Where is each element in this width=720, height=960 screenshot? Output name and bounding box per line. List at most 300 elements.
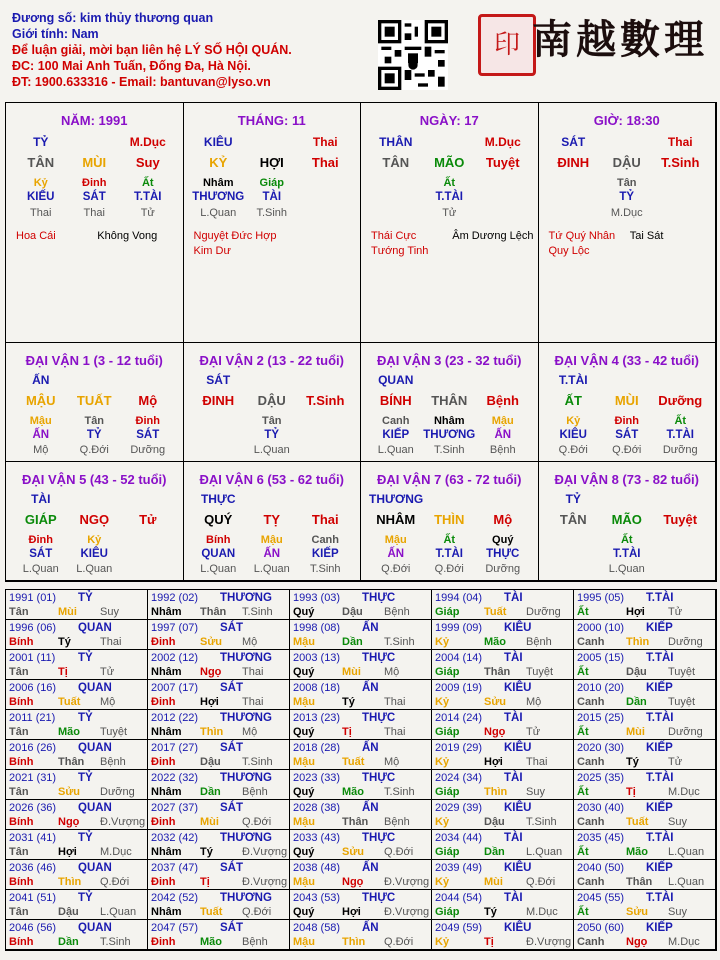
year-cell: [290, 710, 432, 740]
year-phase: T.Sinh: [384, 786, 415, 798]
year-branch: Hợi: [626, 606, 645, 618]
pillar-r5-2: [476, 207, 530, 219]
year-star: KIẾP: [646, 622, 673, 634]
pillar-r3-1: Giáp: [259, 177, 284, 189]
dai-van-r5-1: L.Quan: [608, 563, 645, 575]
year-cell: [432, 800, 574, 830]
dai-van-r3-2: Ất: [674, 415, 687, 427]
pillar-extra-1: [277, 229, 356, 259]
year-cell: [148, 860, 290, 890]
pillar-r5-0: [369, 207, 423, 219]
dai-van-r4-2: KIẾP: [311, 548, 339, 560]
dai-van-r1-2: [121, 492, 175, 506]
year-label: 1997 (07): [151, 622, 199, 634]
pillar-r1-2: Thai: [312, 135, 338, 149]
dai-van-r2-2: Tử: [139, 512, 157, 527]
year-phase: Bệnh: [526, 636, 552, 648]
dai-van-r2-0: QUÝ: [204, 512, 233, 527]
dai-van-r1-2: [654, 373, 708, 387]
qr-code-icon[interactable]: [378, 20, 448, 90]
year-branch: Thân: [626, 876, 653, 888]
year-star: ẤN: [362, 802, 379, 814]
year-star: TÀI: [504, 592, 523, 604]
dai-van-4: [539, 343, 717, 462]
year-label: 2025 (35): [577, 772, 625, 784]
pillar-r4-0: THƯƠNG: [192, 191, 245, 203]
year-stem: Tân: [9, 726, 29, 738]
dai-van-r3-0: Đinh: [28, 534, 53, 546]
dai-van-r2-2: T.Sinh: [306, 393, 345, 408]
dai-van-r2-2: Bệnh: [486, 393, 519, 408]
dai-van-r2-1: TUẤT: [76, 393, 112, 408]
dai-van-r2-1: MÃO: [611, 512, 642, 527]
dai-van-r2-0: ẤT: [564, 393, 582, 408]
dai-van-r2-1: NGỌ: [79, 512, 110, 527]
pillar-2: [184, 103, 362, 343]
year-cell: [432, 590, 574, 620]
year-label: 2004 (14): [435, 652, 483, 664]
pillar-r4-2: T.TÀI: [134, 191, 162, 203]
year-branch: Tý: [626, 756, 639, 768]
year-label: 2003 (13): [293, 652, 341, 664]
year-phase: Dưỡng: [526, 606, 561, 618]
year-cell: [290, 800, 432, 830]
year-branch: Tý: [58, 636, 71, 648]
year-cell: [432, 890, 574, 920]
year-stem: Giáp: [435, 666, 460, 678]
pillar-3: [361, 103, 539, 343]
year-branch: Ngọ: [58, 816, 80, 828]
year-stem: Bính: [9, 636, 34, 648]
year-star: THƯƠNG: [220, 772, 272, 784]
year-branch: Tuất: [484, 606, 507, 618]
year-stem: Kỷ: [435, 696, 450, 708]
dai-van-r5-0: [547, 563, 601, 575]
year-phase: Suy: [100, 606, 119, 618]
year-cell: [6, 680, 148, 710]
year-label: 1995 (05): [577, 592, 625, 604]
year-star: THỰC: [362, 832, 396, 844]
year-cell: [148, 590, 290, 620]
year-phase: Bệnh: [384, 606, 410, 618]
pillar-r1-2: M.Dục: [484, 135, 521, 149]
year-branch: Mão: [342, 786, 364, 798]
year-branch: Hợi: [484, 756, 503, 768]
year-label: 2029 (39): [435, 802, 483, 814]
year-label: 2034 (44): [435, 832, 483, 844]
year-star: THỰC: [362, 772, 396, 784]
pillar-r2-2: Tuyệt: [485, 155, 520, 170]
year-stem: Canh: [577, 876, 605, 888]
dai-van-r2-1: MÙI: [614, 393, 639, 408]
year-branch: Ngọ: [200, 666, 222, 678]
year-stem: Nhâm: [151, 906, 182, 918]
year-label: 2015 (25): [577, 712, 625, 724]
pillar-extra-1: Âm Dương Lệch: [452, 230, 534, 242]
pillar-r4-1: TÀI: [262, 191, 282, 203]
dai-van-r5-1: L.Quan: [253, 444, 290, 456]
year-phase: Mộ: [242, 636, 258, 648]
year-stem: Giáp: [435, 906, 460, 918]
dai-van-r4-2: [121, 548, 175, 560]
year-stem: Canh: [577, 756, 605, 768]
logo-calligraphy: 南越數理: [532, 16, 708, 63]
year-cell: [148, 710, 290, 740]
year-branch: Sửu: [484, 696, 507, 708]
owner-line: Đương số: kim thủy thương quan: [12, 11, 214, 25]
dai-van-r1-1: [68, 492, 122, 506]
dai-van-r5-0: Q.Đới: [558, 444, 588, 456]
year-branch: Tý: [200, 846, 213, 858]
year-phase: Mộ: [384, 666, 400, 678]
year-stem: Tân: [9, 666, 29, 678]
dai-van-r1-1: [68, 373, 122, 387]
year-stem: Bính: [9, 816, 34, 828]
year-cell: [432, 770, 574, 800]
chart-grid: [5, 102, 717, 582]
year-star: TỶ: [78, 832, 93, 844]
pillar-extra-0: Thái Cực Tướng Tinh: [371, 230, 429, 257]
year-star: ẤN: [362, 622, 379, 634]
dai-van-r5-1: T.Sinh: [433, 444, 465, 456]
pillar-r2-1: HỢI: [259, 155, 284, 170]
pillar-r4-2: [654, 191, 708, 203]
year-cell: [290, 740, 432, 770]
year-stem: Bính: [9, 936, 34, 948]
year-stem: Quý: [293, 786, 315, 798]
dai-van-r4-0: KIÊU: [559, 429, 587, 441]
pillar-r2-2: Thai: [311, 155, 339, 170]
pillar-r1-1: [68, 135, 122, 149]
year-label: 2031 (41): [9, 832, 57, 844]
dai-van-r1-1: [423, 373, 477, 387]
dai-van-r1-0: THƯƠNG: [369, 492, 424, 506]
year-stem: Quý: [293, 666, 315, 678]
year-cell: [574, 620, 716, 650]
year-phase: Đ.Vượng: [242, 876, 288, 888]
dai-van-r4-0: SÁT: [29, 548, 53, 560]
year-stem: Quý: [293, 726, 315, 738]
pillar-r2-0: KỶ: [209, 155, 228, 170]
year-star: T.TÀI: [646, 652, 674, 664]
pillar-r5-1: Thai: [83, 207, 105, 219]
pillar-r5-0: [547, 207, 601, 219]
dai-van-r1-1: [245, 373, 299, 387]
dai-van-r5-1: Q.Đới: [612, 444, 642, 456]
year-stem: Giáp: [435, 846, 460, 858]
year-star: ẤN: [362, 862, 379, 874]
dai-van-r4-2: [654, 548, 708, 560]
year-phase: M.Dục: [526, 906, 558, 918]
dai-van-r5-2: T.Sinh: [309, 563, 341, 575]
dai-van-3: [361, 343, 539, 462]
dai-van-r2-1: DẬU: [257, 393, 286, 408]
year-label: 2033 (43): [293, 832, 341, 844]
pillar-r3-2: [654, 177, 708, 189]
year-branch: Mùi: [200, 816, 219, 828]
year-star: TỶ: [78, 712, 93, 724]
year-branch: Thìn: [342, 936, 366, 948]
pillar-r4-0: [369, 191, 423, 203]
pillar-r4-1: SÁT: [82, 191, 106, 203]
year-star: SÁT: [220, 922, 243, 934]
dai-van-r3-0: [192, 415, 246, 427]
dai-van-r4-1: TỶ: [264, 429, 280, 441]
yearly-table: [5, 589, 717, 951]
dai-van-r4-1: THƯƠNG: [423, 429, 476, 441]
year-stem: Quý: [293, 906, 315, 918]
year-star: THƯƠNG: [220, 832, 272, 844]
pillar-r5-1: M.Dục: [610, 207, 643, 219]
pillar-r3-0: Kỷ: [33, 177, 48, 189]
year-stem: Đinh: [151, 876, 176, 888]
year-star: KIẾP: [646, 922, 673, 934]
year-cell: [290, 620, 432, 650]
pillar-r4-1: T.TÀI: [435, 191, 463, 203]
year-phase: Tuyệt: [100, 726, 128, 738]
dai-van-r4-1: TỶ: [86, 429, 102, 441]
year-phase: Bệnh: [384, 816, 410, 828]
year-star: KIÊU: [504, 742, 532, 754]
year-stem: Kỷ: [435, 876, 450, 888]
year-cell: [148, 620, 290, 650]
year-branch: Tị: [58, 666, 68, 678]
year-label: 2050 (60): [577, 922, 625, 934]
year-label: 2041 (51): [9, 892, 57, 904]
year-label: 2013 (23): [293, 712, 341, 724]
dai-van-r5-2: [121, 563, 175, 575]
pillar-extra-1: Không Vong: [97, 230, 158, 242]
year-cell: [432, 680, 574, 710]
year-cell: [432, 920, 574, 950]
year-label: 2008 (18): [293, 682, 341, 694]
year-branch: Ngọ: [484, 726, 506, 738]
year-branch: Tuất: [200, 906, 223, 918]
year-star: TÀI: [504, 832, 523, 844]
year-branch: Hợi: [200, 696, 219, 708]
dai-van-r4-2: [299, 429, 353, 441]
pillar-r4-0: KIẾU: [27, 191, 55, 203]
pillar-extra-0: Nguyệt Đức Hợp Kim Dư: [193, 230, 277, 257]
year-label: 2026 (36): [9, 802, 57, 814]
pillar-r5-2: [299, 207, 353, 219]
year-star: THƯƠNG: [220, 592, 272, 604]
dai-van-r1-0: TỶ: [565, 492, 581, 506]
year-stem: Bính: [9, 876, 34, 888]
year-stem: Tân: [9, 606, 29, 618]
pillar-r3-2: [299, 177, 353, 189]
year-branch: Sửu: [58, 786, 81, 798]
dai-van-title: ĐẠI VẬN 5 (43 - 52 tuổi): [22, 472, 167, 487]
year-label: 2030 (40): [577, 802, 625, 814]
year-phase: Thai: [384, 696, 406, 708]
year-stem: Bính: [9, 696, 34, 708]
year-star: TỶ: [78, 652, 93, 664]
year-phase: M.Dục: [100, 846, 132, 858]
year-stem: Nhâm: [151, 846, 182, 858]
year-phase: Q.Đới: [242, 816, 272, 828]
year-branch: Thìn: [626, 636, 650, 648]
pillar-r2-2: T.Sinh: [661, 155, 700, 170]
year-star: KIẾP: [646, 682, 673, 694]
year-star: KIÊU: [504, 802, 532, 814]
year-star: THƯƠNG: [220, 712, 272, 724]
year-label: 2036 (46): [9, 862, 57, 874]
dai-van-r2-1: THÂN: [431, 393, 468, 408]
year-label: 1992 (02): [151, 592, 199, 604]
year-branch: Dậu: [484, 816, 505, 828]
pillar-title: THÁNG: 11: [237, 113, 306, 128]
dai-van-r2-0: MẬU: [25, 393, 56, 408]
pillar-r1-0: SÁT: [561, 135, 586, 149]
year-stem: Canh: [577, 816, 605, 828]
dai-van-r4-0: QUAN: [201, 548, 236, 560]
year-stem: Ất: [577, 846, 589, 858]
dai-van-r4-2: THỰC: [486, 548, 520, 560]
year-label: 2007 (17): [151, 682, 199, 694]
year-branch: Mùi: [484, 876, 503, 888]
year-label: 2011 (21): [9, 712, 56, 724]
year-label: 2014 (24): [435, 712, 483, 724]
year-phase: Tử: [668, 756, 683, 768]
year-phase: L.Quan: [526, 846, 563, 858]
year-label: 2006 (16): [9, 682, 57, 694]
year-phase: Mộ: [526, 696, 542, 708]
year-phase: Dưỡng: [100, 786, 135, 798]
year-phase: Đ.Vượng: [100, 816, 146, 828]
dai-van-r4-2: T.TÀI: [666, 429, 694, 441]
pillar-r2-1: MÙI: [82, 155, 107, 170]
year-stem: Đinh: [151, 756, 176, 768]
year-label: 2047 (57): [151, 922, 199, 934]
year-branch: Ngọ: [342, 876, 364, 888]
year-phase: Thai: [384, 726, 406, 738]
address-line: ĐC: 100 Mai Anh Tuấn, Đống Đa, Hà Nội.: [12, 59, 251, 73]
year-label: 1991 (01): [9, 592, 57, 604]
year-phase: Suy: [526, 786, 545, 798]
year-cell: [574, 680, 716, 710]
year-label: 1998 (08): [293, 622, 341, 634]
year-stem: Kỷ: [435, 816, 450, 828]
year-phase: T.Sinh: [242, 756, 273, 768]
dai-van-r1-2: [299, 492, 353, 506]
dai-van-r3-1: Nhâm: [433, 415, 465, 427]
year-phase: Thai: [526, 756, 548, 768]
year-phase: Tuyệt: [668, 666, 696, 678]
year-stem: Ất: [577, 606, 589, 618]
year-phase: Q.Đới: [384, 846, 414, 858]
dai-van-r5-0: L.Quan: [22, 563, 59, 575]
year-star: KIẾP: [646, 742, 673, 754]
year-cell: [574, 920, 716, 950]
year-branch: Tuất: [58, 696, 81, 708]
pillar-title: NGÀY: 17: [419, 113, 479, 128]
dai-van-2: [184, 343, 362, 462]
year-branch: Dần: [484, 846, 505, 858]
dai-van-r1-2: [299, 373, 353, 387]
year-star: THƯƠNG: [220, 892, 272, 904]
year-branch: Ngọ: [626, 936, 648, 948]
year-branch: Dần: [58, 936, 79, 948]
year-branch: Sửu: [342, 846, 365, 858]
year-stem: Ất: [577, 786, 589, 798]
year-cell: [148, 830, 290, 860]
year-cell: [432, 620, 574, 650]
year-label: 2001 (11): [9, 652, 56, 664]
year-phase: T.Sinh: [100, 936, 131, 948]
phone-email-line: ĐT: 1900.633316 - Email: bantuvan@lyso.vn: [12, 75, 271, 89]
year-stem: Canh: [577, 696, 605, 708]
year-branch: Sửu: [626, 906, 649, 918]
dai-van-7: [361, 462, 539, 581]
year-cell: [290, 890, 432, 920]
year-cell: [148, 890, 290, 920]
year-cell: [432, 710, 574, 740]
year-label: 2048 (58): [293, 922, 341, 934]
year-cell: [290, 590, 432, 620]
year-phase: Mộ: [100, 696, 116, 708]
year-label: 2002 (12): [151, 652, 199, 664]
dai-van-r4-0: [192, 429, 246, 441]
year-star: T.TÀI: [646, 832, 674, 844]
year-stem: Nhâm: [151, 606, 182, 618]
year-stem: Kỷ: [435, 756, 450, 768]
year-branch: Dậu: [58, 906, 79, 918]
year-star: SÁT: [220, 862, 243, 874]
year-phase: Suy: [668, 906, 687, 918]
year-phase: Q.Đới: [384, 936, 414, 948]
dai-van-r2-1: TỴ: [263, 512, 281, 527]
pillar-r1-1: [423, 135, 477, 149]
dai-van-r2-2: Tuyệt: [663, 512, 698, 527]
year-stem: Mậu: [293, 636, 315, 648]
year-stem: Kỷ: [435, 936, 450, 948]
year-star: TÀI: [504, 772, 523, 784]
pillar-r1-2: Thai: [667, 135, 693, 149]
dai-van-r4-1: KIÊU: [80, 548, 108, 560]
dai-van-r3-1: Kỷ: [87, 534, 102, 546]
year-cell: [290, 770, 432, 800]
year-phase: Thai: [100, 636, 122, 648]
year-cell: [6, 830, 148, 860]
year-branch: Dậu: [626, 666, 647, 678]
year-label: 2016 (26): [9, 742, 57, 754]
pillar-r1-1: [600, 135, 654, 149]
year-phase: T.Sinh: [384, 636, 415, 648]
dai-van-r3-2: Đinh: [135, 415, 160, 427]
year-stem: Đinh: [151, 816, 176, 828]
year-star: SÁT: [220, 622, 243, 634]
year-stem: Canh: [577, 636, 605, 648]
dai-van-title: ĐẠI VẬN 6 (53 - 62 tuổi): [199, 472, 344, 487]
dai-van-title: ĐẠI VẬN 1 (3 - 12 tuổi): [25, 353, 163, 368]
year-cell: [574, 710, 716, 740]
year-stem: Giáp: [435, 786, 460, 798]
pillar-r5-2: Tử: [140, 207, 155, 219]
dai-van-r4-0: KIẾP: [382, 429, 410, 441]
pillar-r1-0: KIÊU: [203, 135, 233, 149]
year-branch: Mão: [626, 846, 648, 858]
year-branch: Tị: [626, 786, 636, 798]
pillar-r5-1: Tử: [442, 207, 457, 219]
header: [12, 10, 292, 90]
year-branch: Thìn: [58, 876, 82, 888]
year-label: 2021 (31): [9, 772, 57, 784]
year-cell: [432, 650, 574, 680]
pillar-1: [6, 103, 184, 343]
year-branch: Tị: [200, 876, 210, 888]
pillar-r5-0: Thai: [30, 207, 52, 219]
